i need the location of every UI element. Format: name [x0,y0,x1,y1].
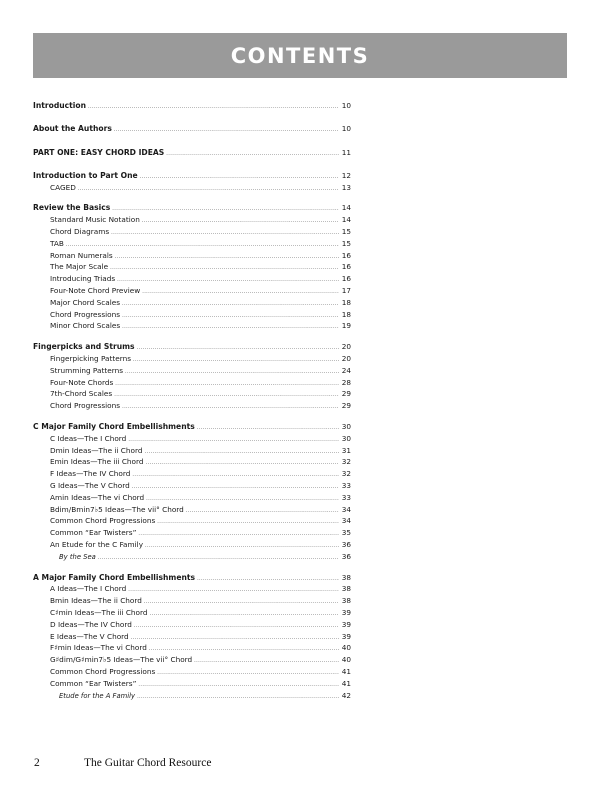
toc-entry-page-number: 38 [341,596,351,606]
toc-entry-label: Four-Note Chord Preview [50,286,141,296]
toc-section-entry[interactable] [33,341,351,353]
toc-section-entry[interactable] [33,147,351,159]
toc-entry-label: Chord Progressions [50,309,121,319]
toc-dot-leader [98,553,339,565]
toc-entry-label: TAB [50,238,64,248]
toc-dot-leader [117,275,339,287]
toc-entry-label: 7th-Chord Scales [50,389,113,399]
toc-subsection-entry[interactable] [33,480,351,492]
toc-entry-page-number: 10 [341,101,351,110]
toc-entry-page-number: 35 [341,528,351,538]
toc-entry-label: F Ideas—The IV Chord [50,469,131,479]
toc-entry-page-number: 10 [341,124,351,134]
toc-dot-leader [78,184,339,196]
toc-subsection-entry[interactable] [33,583,351,595]
toc-dot-leader [134,621,339,633]
toc-subsection-entry[interactable] [33,365,351,377]
toc-entry-label: An Etude for the C Family [50,540,144,549]
toc-subsection-entry[interactable] [33,250,351,262]
toc-entry-label: Standard Music Notation [50,215,140,225]
toc-dot-leader [140,172,339,184]
toc-subsection-entry[interactable] [33,214,351,226]
toc-subsection-entry[interactable] [33,238,351,250]
toc-dot-leader [122,311,339,323]
toc-entry-page-number: 39 [341,607,351,617]
toc-entry-label: C Major Family Chord Embellishments [33,422,195,432]
toc-subsection-entry[interactable] [33,666,351,678]
toc-dot-leader [122,299,339,311]
page-title: CONTENTS [230,43,370,68]
toc-entry-label: Bmin Ideas—The ii Chord [50,596,142,606]
toc-entry-label: Major Chord Scales [50,297,121,307]
toc-dot-leader [111,228,339,240]
toc-entry-page-number: 32 [341,469,351,479]
toc-dot-leader [138,680,339,692]
toc-subsection-entry[interactable] [33,642,351,654]
toc-entry-page-number: 34 [341,516,351,526]
toc-entry-label: Minor Chord Scales [50,321,121,331]
toc-section-entry[interactable] [33,123,351,135]
toc-entry-label: Strumming Patterns [50,365,123,375]
toc-entry-page-number: 12 [341,170,351,180]
toc-dot-leader [114,390,339,402]
toc-subsection-entry[interactable] [33,539,351,551]
toc-entry-page-number: 32 [341,457,351,467]
toc-entry-label: Amin Ideas—The vi Chord [50,492,145,502]
toc-dot-leader [115,252,339,264]
toc-entry-label: A Ideas—The I Chord [50,584,127,594]
toc-entry-page-number: 15 [341,238,351,248]
toc-subsection-entry[interactable] [33,320,351,332]
toc-entry-label: Chord Diagrams [50,227,110,237]
toc-dot-leader [150,609,339,621]
toc-entry-page-number: 19 [341,321,351,331]
toc-entry-page-number: 13 [341,182,351,192]
toc-entry-page-number: 39 [341,619,351,629]
toc-entry-page-number: 16 [341,274,351,284]
toc-dot-leader [115,379,339,391]
toc-entry-label: Bdim/Bmin7♭5 Ideas—The vii° Chord [50,504,184,514]
toc-piece-entry[interactable] [33,690,351,702]
toc-entry-page-number: 40 [341,643,351,653]
toc-entry-page-number: 24 [341,365,351,375]
toc-entry-page-number: 20 [341,354,351,364]
toc-dot-leader [132,482,339,494]
toc-entry-page-number: 38 [341,572,351,582]
toc-dot-leader [114,125,339,137]
toc-dot-leader [197,423,339,435]
toc-subsection-entry[interactable] [33,353,351,365]
toc-entry-label: Emin Ideas—The iii Chord [50,457,144,467]
toc-entry-page-number: 15 [341,227,351,237]
toc-dot-leader [142,216,339,228]
toc-dot-leader [110,263,339,275]
toc-entry-label: The Major Scale [50,262,109,272]
toc-dot-leader [157,668,339,680]
toc-dot-leader [133,355,339,367]
toc-entry-page-number: 38 [341,584,351,594]
toc-entry-page-number: 16 [341,250,351,260]
toc-section-entry[interactable] [33,202,351,214]
toc-entry-page-number: 18 [341,309,351,319]
toc-dot-leader [122,322,339,334]
toc-dot-leader [131,633,339,645]
toc-dot-leader [186,506,339,518]
toc-entry-label: C Ideas—The I Chord [50,433,127,443]
toc-dot-leader [145,447,340,459]
toc-subsection-entry[interactable] [33,468,351,480]
toc-subsection-entry[interactable] [33,631,351,643]
toc-dot-leader [138,529,339,541]
toc-subsection-entry[interactable] [33,445,351,457]
toc-entry-label: D Ideas—The IV Chord [50,619,132,629]
toc-entry-label: By the Sea [59,552,96,561]
toc-entry-label: Common “Ear Twisters” [50,528,137,538]
toc-entry-page-number: 18 [341,297,351,307]
toc-subsection-entry[interactable] [33,607,351,619]
toc-entry-label: About the Authors [33,124,112,134]
toc-entry-label: Four-Note Chords [50,377,114,387]
toc-dot-leader [128,585,339,597]
toc-entry-page-number: 41 [341,678,351,688]
toc-section-entry[interactable] [33,100,351,112]
toc-subsection-entry[interactable] [33,456,351,468]
toc-entry-label: CAGED [50,182,76,192]
toc-dot-leader [137,343,339,355]
toc-subsection-entry[interactable] [33,273,351,285]
toc-entry-label: Common “Ear Twisters” [50,678,137,688]
toc-subsection-entry[interactable] [33,504,351,516]
table-of-contents [33,100,351,701]
toc-entry-page-number: 31 [341,445,351,455]
toc-entry-label: Review the Basics [33,203,111,213]
toc-subsection-entry[interactable] [33,433,351,445]
toc-entry-page-number: 36 [341,551,351,561]
toc-entry-page-number: 20 [341,342,351,352]
toc-entry-page-number: 36 [341,540,351,549]
toc-entry-label: G Ideas—The V Chord [50,481,130,491]
toc-dot-leader [157,517,339,529]
toc-entry-page-number: 30 [341,422,351,432]
toc-section-entry[interactable] [33,421,351,433]
toc-entry-label: Dmin Ideas—The ii Chord [50,445,143,455]
toc-entry-label: Etude for the A Family [59,691,136,700]
toc-subsection-entry[interactable] [33,261,351,273]
toc-subsection-entry[interactable] [33,285,351,297]
toc-piece-entry[interactable] [33,551,351,563]
toc-dot-leader [142,287,339,299]
toc-entry-label: Fingerpicks and Strums [33,342,135,352]
toc-dot-leader [194,656,339,668]
toc-entry-page-number: 28 [341,377,351,387]
toc-subsection-entry[interactable] [33,527,351,539]
toc-entry-page-number: 11 [341,147,351,157]
toc-dot-leader [144,597,339,609]
toc-entry-label: Common Chord Progressions [50,516,156,526]
toc-entry-page-number: 14 [341,203,351,213]
toc-entry-page-number: 30 [341,433,351,443]
contents-header-band [33,33,567,78]
toc-entry-page-number: 16 [341,262,351,272]
toc-subsection-entry[interactable] [33,619,351,631]
toc-entry-page-number: 33 [341,481,351,491]
toc-dot-leader [122,402,339,414]
toc-entry-label: C♯min Ideas—The iii Chord [50,607,148,617]
toc-entry-label: Introducing Triads [50,274,116,284]
toc-subsection-entry[interactable] [33,297,351,309]
toc-entry-label: Introduction [33,101,87,110]
toc-entry-page-number: 33 [341,492,351,502]
toc-subsection-entry[interactable] [33,678,351,690]
toc-dot-leader [197,574,339,586]
toc-dot-leader [128,435,339,447]
toc-entry-label: Roman Numerals [50,250,113,260]
toc-entry-page-number: 17 [341,286,351,296]
toc-entry-label: A Major Family Chord Embellishments [33,572,196,582]
toc-section-entry[interactable] [33,170,351,182]
toc-dot-leader [145,541,339,553]
toc-dot-leader [88,102,339,114]
toc-subsection-entry[interactable] [33,182,351,194]
toc-dot-leader [166,149,339,161]
toc-entry-label: PART ONE: EASY CHORD IDEAS [33,147,165,157]
toc-entry-label: Common Chord Progressions [50,666,156,676]
toc-subsection-entry[interactable] [33,492,351,504]
toc-subsection-entry[interactable] [33,309,351,321]
toc-entry-label: Introduction to Part One [33,170,138,180]
footer-page-number: 2 [34,757,40,769]
toc-subsection-entry[interactable] [33,515,351,527]
toc-entry-label: Fingerpicking Patterns [50,354,131,364]
toc-entry-label: G♯dim/G♯min7♭5 Ideas—The vii° Chord [50,655,193,665]
toc-entry-page-number: 29 [341,401,351,411]
toc-section-entry[interactable] [33,572,351,584]
footer-book-title: The Guitar Chord Resource [84,757,212,769]
toc-dot-leader [137,692,339,704]
toc-subsection-entry[interactable] [33,400,351,412]
toc-dot-leader [125,367,339,379]
toc-entry-page-number: 34 [341,504,351,514]
toc-dot-leader [132,470,339,482]
toc-entry-page-number: 39 [341,631,351,641]
toc-entry-page-number: 41 [341,666,351,676]
toc-subsection-entry[interactable] [33,654,351,666]
toc-subsection-entry[interactable] [33,377,351,389]
toc-entry-page-number: 42 [341,690,351,700]
toc-entry-label: F♯min Ideas—The vi Chord [50,643,147,653]
toc-dot-leader [112,204,339,216]
toc-entry-page-number: 40 [341,655,351,665]
toc-subsection-entry[interactable] [33,226,351,238]
toc-entry-label: Chord Progressions [50,401,121,411]
toc-entry-label: E Ideas—The V Chord [50,631,129,641]
toc-subsection-entry[interactable] [33,388,351,400]
toc-dot-leader [146,458,339,470]
toc-subsection-entry[interactable] [33,595,351,607]
toc-entry-page-number: 29 [341,389,351,399]
toc-entry-page-number: 14 [341,215,351,225]
